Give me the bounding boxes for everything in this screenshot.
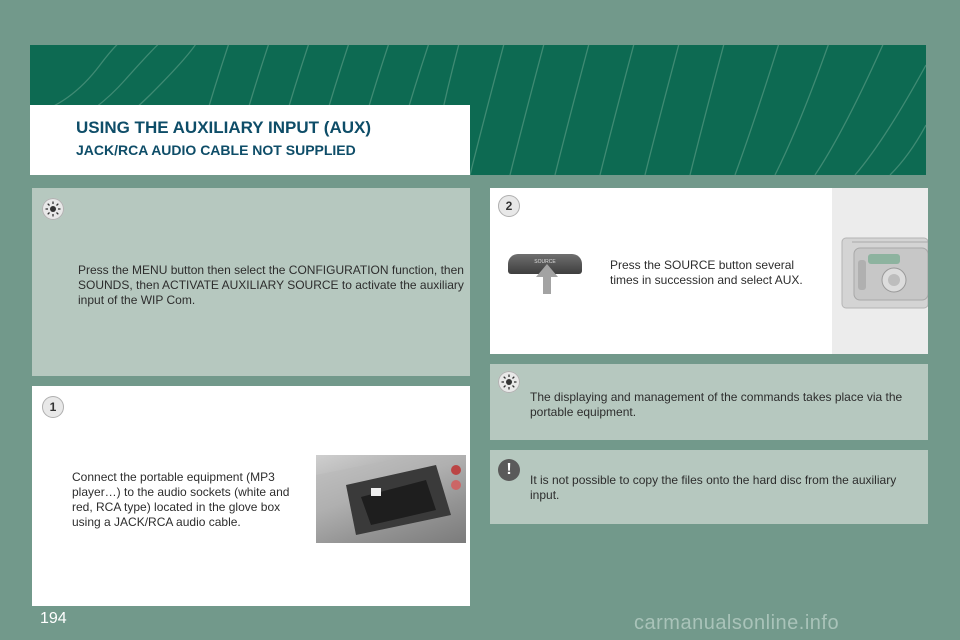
step-1-panel (32, 386, 470, 606)
source-button-label: SOURCE (534, 259, 556, 265)
page-number: 194 (40, 610, 67, 627)
step-1-badge: 1 (42, 396, 64, 418)
exclamation-icon: ! (498, 459, 520, 481)
watermark: carmanualsonline.info (634, 612, 840, 634)
page-title: USING THE AUXILIARY INPUT (AUX) (76, 118, 371, 137)
warning-panel (490, 450, 928, 524)
glove-box-photo (316, 455, 466, 543)
sun-icon (42, 198, 64, 220)
sun-icon (498, 371, 520, 393)
step-2-badge: 2 (498, 195, 520, 217)
menu-instruction-panel (32, 188, 470, 376)
step-1-text: Connect the portable equipment (MP3 player…) to the audio sockets (white and red, RCA type) located in the glove box using a JACK/RCA audio cable. (72, 470, 290, 529)
step-2-text: Press the SOURCE button several times in succession and select AUX. (610, 258, 803, 287)
radio-panel-image (832, 188, 928, 354)
note-text: The displaying and management of the commands takes place via the portable equipment. (530, 390, 903, 419)
step-2-panel (490, 188, 928, 354)
arrow-up-icon (535, 264, 559, 294)
warning-text: It is not possible to copy the files onto the hard disc from the auxiliary input. (530, 473, 897, 502)
title-box (30, 105, 470, 175)
note-panel (490, 364, 928, 440)
page-subtitle: JACK/RCA AUDIO CABLE NOT SUPPLIED (76, 142, 356, 158)
menu-instruction-text: Press the MENU button then select the CONFIGURATION function, then SOUNDS, then ACTIVATE AUXILIARY SOURCE to activate the auxiliary input of the WIP Com. (78, 263, 464, 307)
